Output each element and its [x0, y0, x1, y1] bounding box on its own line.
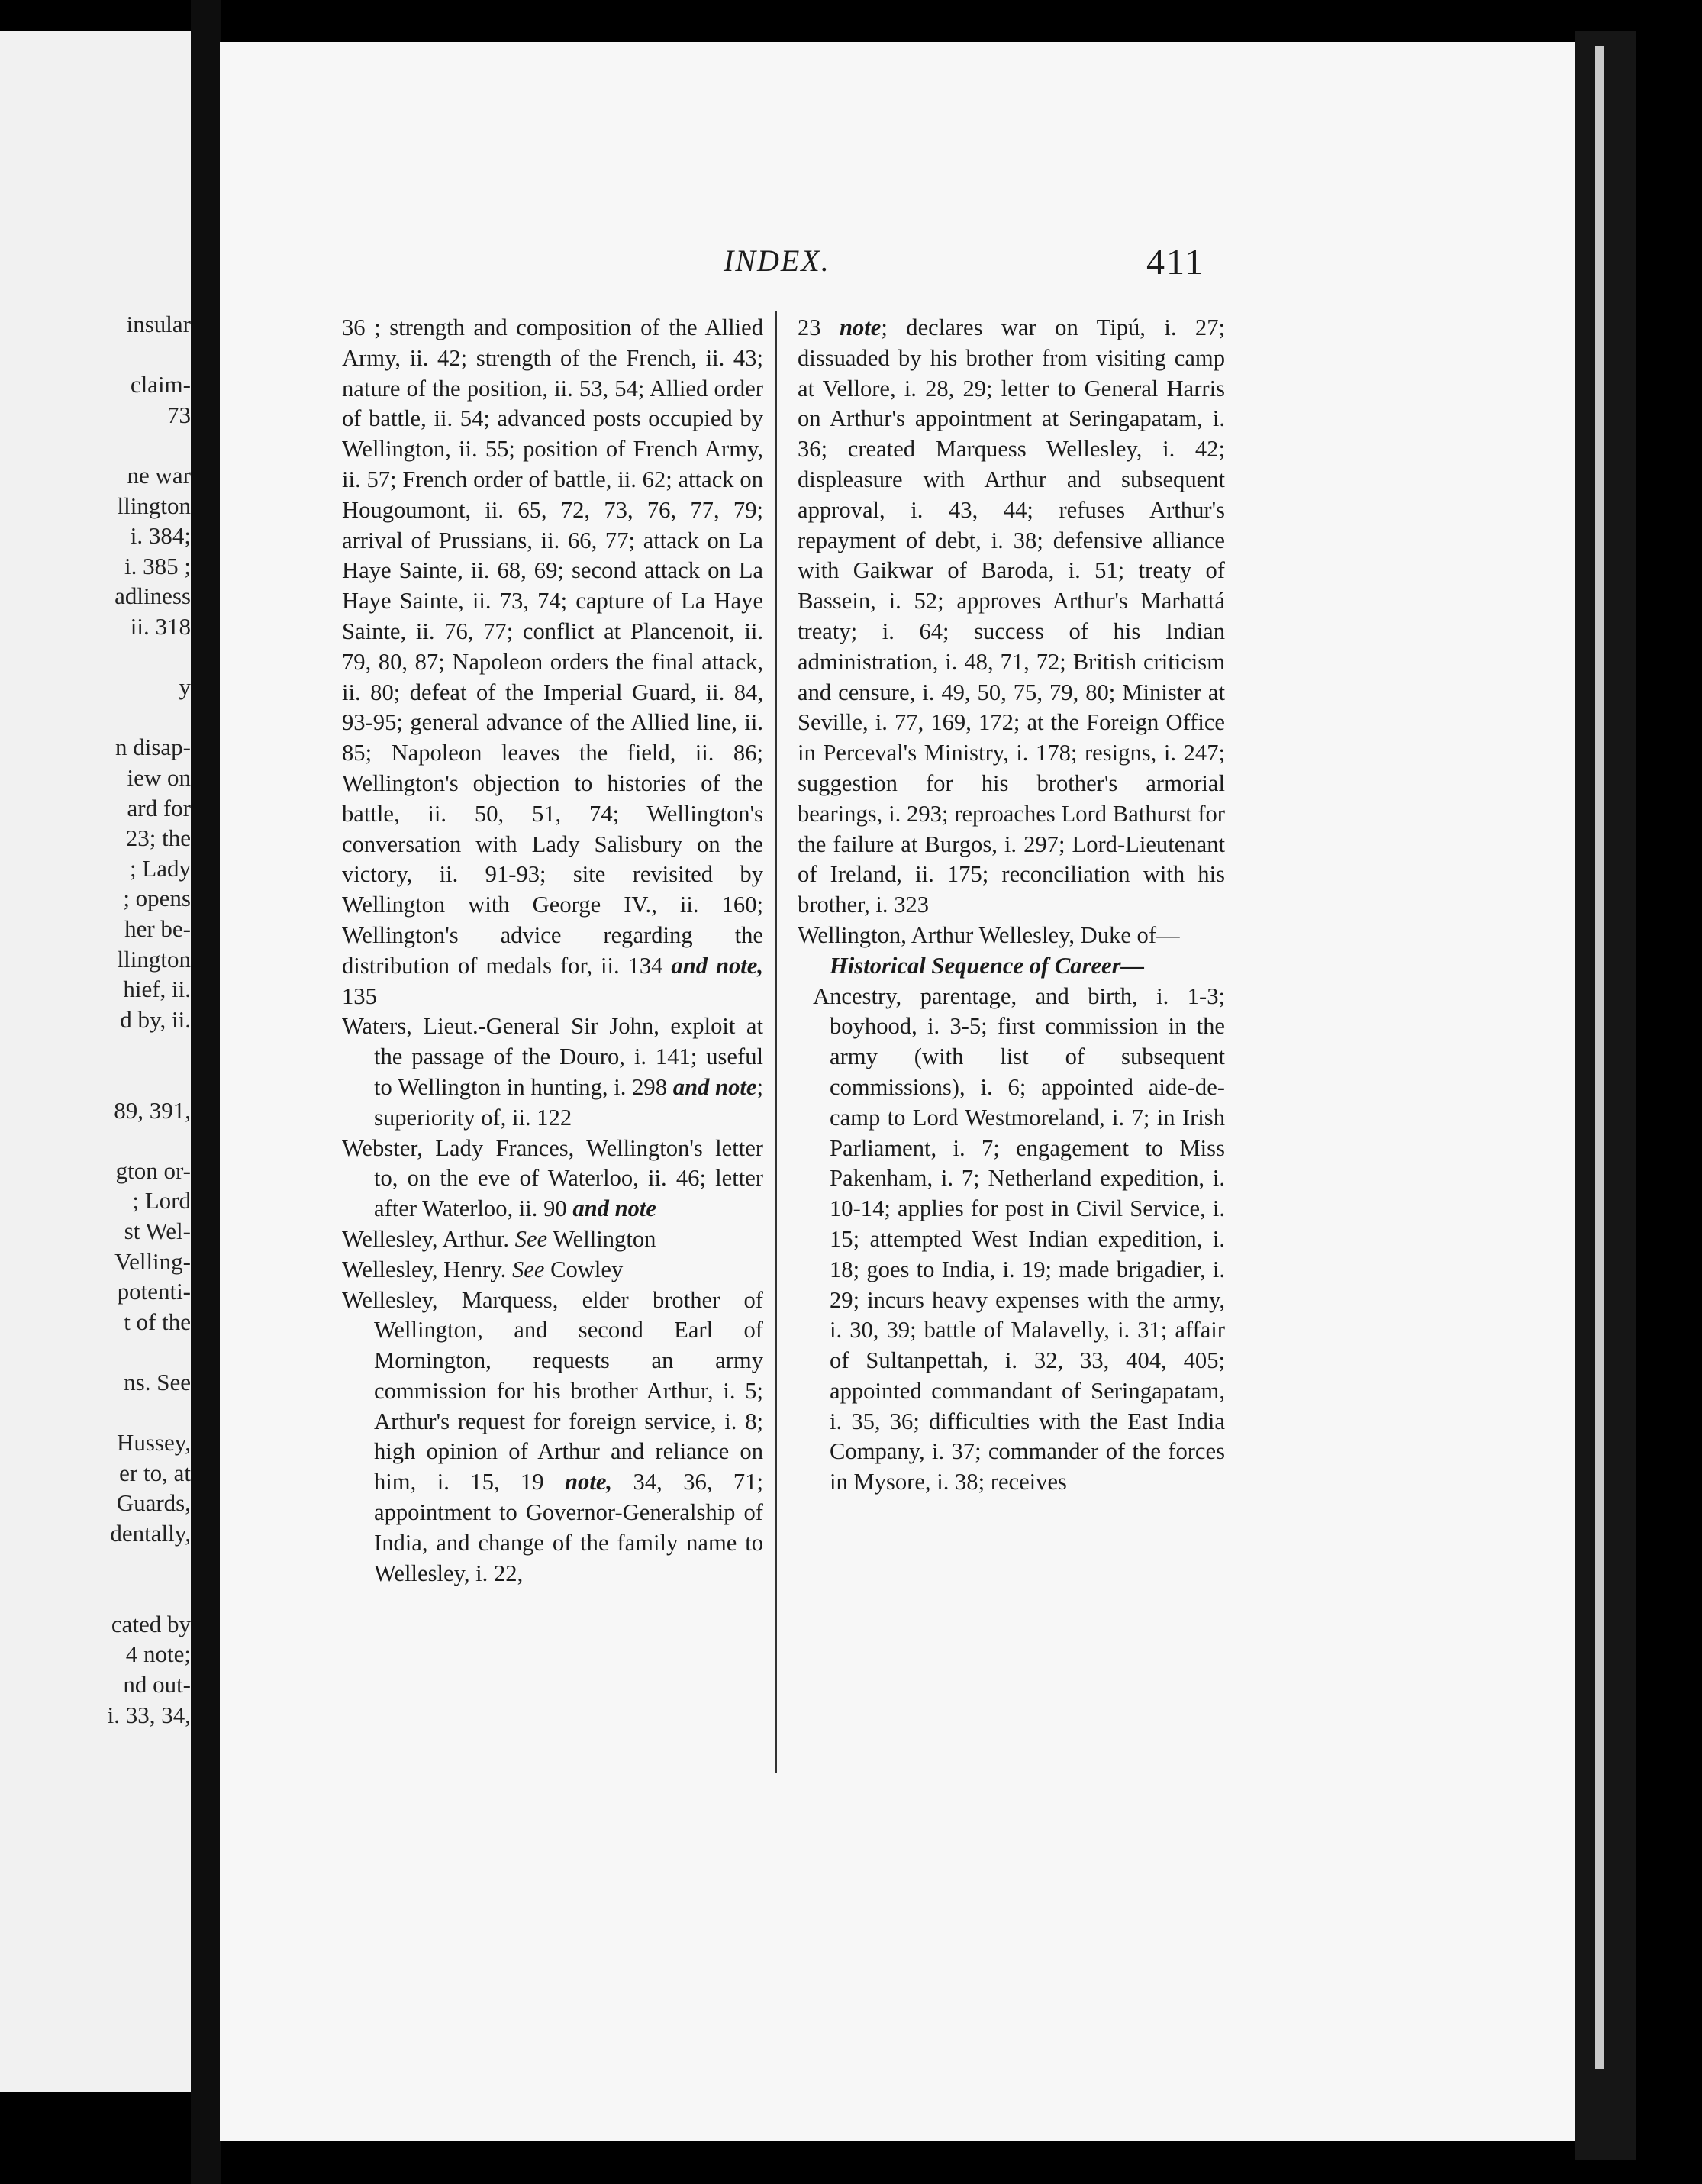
index-entry-continuation: 23 note; declares war on Tipú, i. 27; dissuaded by his brother from visiting camp at Vellore, i. 28, 29; letter to General Harris on Arthur's appointment at Seringapatam, i. 36; created Marquess Wellesley, i. 42; displeasure with Arthur and subsequent approval, i. 43, 44; refuses Arthur's repayment of debt, i. 38; defensive alliance with Gaikwar of Baroda, i. 51; treaty of Bassein, i. 52; approves Arthur's Marhattá treaty; i. 64; success of his Indian administration, i. 48, 71, 72; British criticism and censure, i. 49, 50, 75, 79, 80; Minister at Seville, i. 77, 169, 172; at the Foreign Office in Perceval's Ministry, i. 178; resigns, i. 247; suggestion for his brother's armorial bearings, i. 293; reproaches Lord Bathurst for the failure at Burgos, i. 297; Lord-Lieutenant of Ireland, ii. 175; reconciliation with his brother, i. 323 [798, 315, 1225, 918]
left-page-line: 4 note; [125, 1640, 191, 1668]
left-page-line: insular [126, 311, 191, 337]
left-page-line: er to, at [119, 1459, 191, 1486]
index-entry-webster: Webster, Lady Frances, Wellington's letter to, on the eve of Waterloo, ii. 46; letter after Waterloo, ii. 90 and note [342, 1134, 763, 1222]
left-page-line: claim- [130, 371, 191, 398]
left-page-line: ; Lord [132, 1187, 191, 1215]
left-page-line: t of the [124, 1308, 191, 1335]
left-page-line: adliness [114, 582, 191, 610]
left-page-line: Hussey, [116, 1429, 191, 1457]
left-page-line: i. 384; [130, 522, 191, 550]
left-page-line: hief, ii. [123, 976, 191, 1003]
left-page-line: d by, ii. [120, 1005, 191, 1033]
index-entry-wellesley-arthur: Wellesley, Arthur. See Wellington [342, 1225, 656, 1252]
left-page-line: y [179, 673, 191, 701]
index-entry-wellesley-marquess: Wellesley, Marquess, elder brother of Wellington, and second Earl of Mornington, requests an army commission for his brother Arthur, i. 5; Arthur's request for foreign service, i. 8; high opinion of Arthur and reliance on him, i. 15, 19 note, 34, 36, 71; appointment to Governor-Generalship of India, and change of the family name to Wellesley, i. 22, [342, 1286, 764, 1586]
index-entry-continuation: 36 ; strength and composition of the Allied Army, ii. 42; strength of the French, ii. 43; nature of the position, ii. 53, 54; Allied order of battle, ii. 54; advanced posts occupied by Wellington, ii. 55; position of French Army, ii. 57; French order of battle, ii. 62; attack on Hougoumont, ii. 65, 72, 73, 76, 77, 79; arrival of Prussians, ii. 66, 77; attack on La Haye Sainte, ii. 68, 69; second attack on La Haye Sainte, ii. 73, 74; capture of La Haye Sainte, ii. 76, 77; conflict at Plancenoit, ii. 79, 80, 87; Napoleon orders the final attack, ii. 80; defeat of the Imperial Guard, ii. 84, 93-95; general advance of the Allied line, ii. 85; Napoleon leaves the field, ii. 86; Wellington's objection to histories of the battle, ii. 50, 51, 74; Wellington's conversation with Lady Salisbury on the victory, ii. 91-93; site revisited by Wellington with George IV., ii. 160; Wellington's advice regarding the distribution of medals for, ii. 134 and note, 135 [342, 315, 763, 1009]
left-page-line: nd out- [123, 1671, 191, 1698]
left-page-line: llington [117, 945, 191, 973]
index-entry-wellesley-henry: Wellesley, Henry. See Cowley [342, 1256, 624, 1282]
index-subentry-career: Ancestry, parentage, and birth, i. 1-3; boyhood, i. 3-5; first commission in the army (with list of subsequent commissions), i. 6; appointed aide-de-camp to Lord Westmoreland, i. 7; in Irish Parliament, i. 7; engagement to Miss Pakenham, i. 7; Netherland expedition, i. 10-14; applies for post in Civil Service, i. 15; attempted West Indian expedition, i. 18; goes to India, i. 19; made brigadier, i. 29; incurs heavy expenses with the army, i. 30, 39; battle of Malavelly, i. 31; affair of Sultanpettah, i. 32, 33, 404, 405; appointed commandant of Seringapatam, i. 35, 36; difficulties with the East India Company, i. 37; commander of the forces in Mysore, i. 38; receives [813, 982, 1225, 1495]
index-entry-waters: Waters, Lieut.-General Sir John, exploit at the passage of the Douro, i. 141; useful to Wellington in hunting, i. 298 and note; superiority of, ii. 122 [342, 1013, 763, 1131]
left-page-line: iew on [127, 764, 191, 791]
left-page-line: ard for [127, 794, 191, 821]
left-page-line: ii. 318 [130, 613, 191, 640]
left-page-line: potenti- [117, 1278, 191, 1305]
left-page-line: gton or- [115, 1157, 191, 1184]
left-page-fragment [0, 31, 191, 2092]
left-page-line: 89, 391, [114, 1096, 191, 1124]
left-page-line: ns. See [124, 1369, 191, 1395]
index-column-right [798, 313, 1225, 1498]
left-page-line: cated by [111, 1610, 191, 1637]
left-page-line: 73 [167, 401, 191, 428]
left-page-line: ; opens [123, 885, 191, 912]
left-page-line: Guards, [116, 1489, 191, 1517]
index-entry-wellington: Wellington, Arthur Wellesley, Duke of— [798, 921, 1180, 948]
left-page-line: dentally, [110, 1520, 191, 1547]
left-page-line: i. 33, 34, [107, 1701, 191, 1728]
left-page-line: ; Lady [129, 854, 191, 882]
page-number: 411 [1146, 242, 1205, 282]
left-page-line: i. 385 ; [124, 552, 191, 579]
index-subheading: Historical Sequence of Career— [830, 952, 1145, 979]
book-gutter [191, 0, 221, 2184]
left-page-line: her be- [124, 915, 191, 942]
left-page-line: llington [117, 492, 191, 519]
running-header: INDEX. [724, 244, 830, 278]
page-edge-highlight [1595, 46, 1604, 2069]
left-page-line: 23; the [125, 824, 191, 852]
left-page-line: Velling- [114, 1247, 191, 1275]
left-page-line: ne war [127, 462, 191, 489]
page-edge [1575, 31, 1636, 2160]
column-divider [775, 311, 777, 1773]
left-page-line: n disap- [114, 734, 191, 761]
index-column-left [342, 313, 763, 1589]
left-page-line: st Wel- [124, 1218, 191, 1244]
